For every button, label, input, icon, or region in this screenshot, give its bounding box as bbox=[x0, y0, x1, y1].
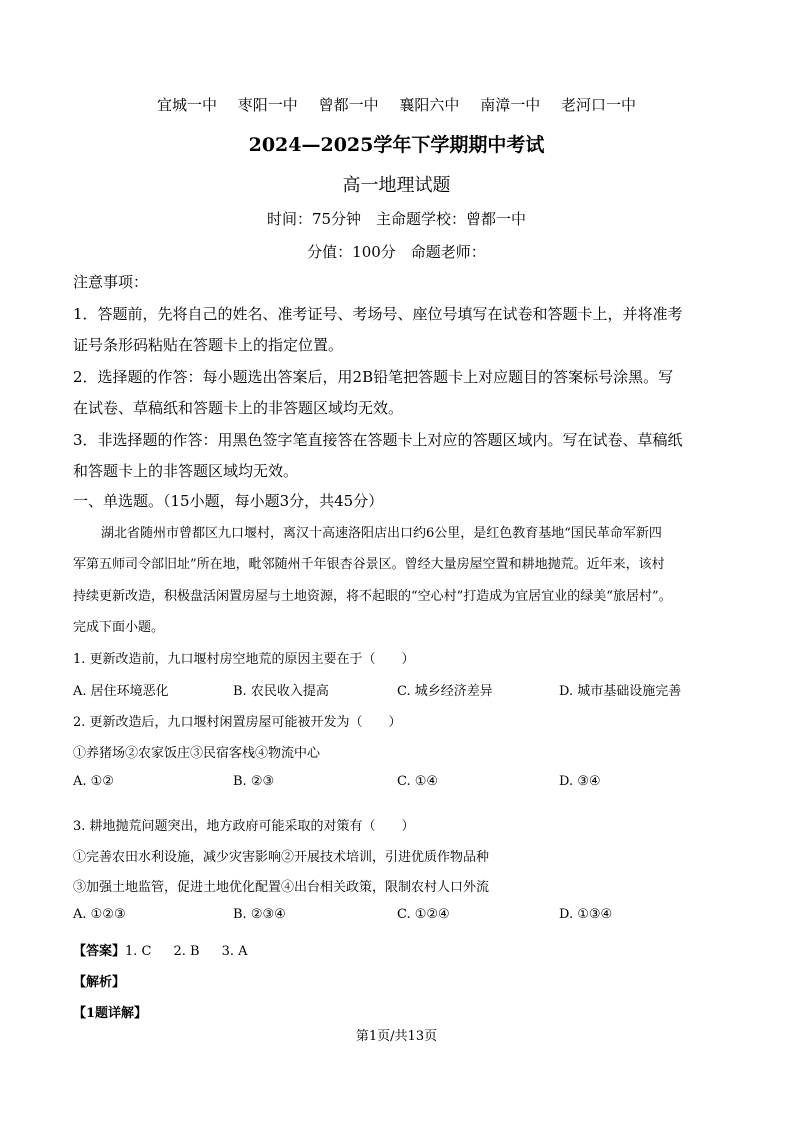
school-list bbox=[0, 94, 793, 115]
answer-line bbox=[73, 940, 248, 959]
option-d: D. 城市基础设施完善 bbox=[559, 684, 682, 699]
passage-line: 持续更新改造，积极盘活闲置房屋与土地资源，将不起眼的“空心村”打造成为宜居宜业的绿美“旅居村”。 bbox=[73, 589, 672, 604]
option-a: A. ①②③ bbox=[73, 907, 126, 922]
subject-title: 高一地理试题 bbox=[342, 175, 451, 196]
passage-line: 完成下面小题。 bbox=[73, 620, 165, 635]
time-line: 时间：75分钟 主命题学校：曾都一中 bbox=[266, 210, 527, 228]
question-statement: ①养猪场②农家饭庄③民宿客栈④物流中心 bbox=[73, 746, 321, 761]
answer-item: 3. A bbox=[221, 944, 248, 959]
notice-line: 2．选择题的作答：每小题选出答案后，用2B铅笔把答题卡上对应题目的答案标号涂黑。写 bbox=[73, 368, 674, 386]
notice-line: 3．非选择题的作答：用黑色签字笔直接答在答题卡上对应的答题区域内。写在试卷、草稿纸 bbox=[73, 431, 683, 449]
school-name: 宜城一中 bbox=[157, 96, 218, 114]
school-name: 曾都一中 bbox=[318, 96, 379, 114]
notice-line: 1．答题前，先将自己的姓名、准考证号、考场号、座位号填写在试卷和答题卡上，并将准考 bbox=[73, 305, 683, 323]
analysis-label: 【解析】 bbox=[73, 975, 126, 990]
question-stem: 3. 耕地抛荒问题突出，地方政府可能采取的对策有（ ） bbox=[73, 819, 415, 834]
passage-line: 军第五师司令部旧址”所在地，毗邻随州千年银杏谷景区。曾经大量房屋空置和耕地抛荒。近年来，该村 bbox=[73, 557, 665, 572]
option-b: B. ②③④ bbox=[233, 907, 286, 922]
school-name: 襄阳六中 bbox=[399, 96, 460, 114]
notice-heading: 注意事项： bbox=[73, 273, 149, 291]
notice-line: 和答题卡上的非答题区域均无效。 bbox=[73, 462, 299, 480]
score-line: 分值：100分 命题老师： bbox=[307, 243, 486, 261]
question-statement: ①完善农田水利设施，减少灾害影响②开展技术培训，引进优质作物品种 bbox=[73, 850, 490, 865]
option-c: C. 城乡经济差异 bbox=[397, 684, 493, 699]
option-a: A. ①② bbox=[73, 774, 114, 789]
detail-label: 【1题详解】 bbox=[73, 1006, 148, 1021]
question-stem: 1. 更新改造前，九口堰村房空地荒的原因主要在于（ ） bbox=[73, 652, 415, 667]
passage-line: 湖北省随州市曾都区九口堰村，离汉十高速洛阳店出口约6公里，是红色教育基地“国民革命军新四 bbox=[101, 526, 662, 541]
answer-label: 【答案】 bbox=[73, 944, 126, 959]
school-name: 南漳一中 bbox=[480, 96, 541, 114]
answer-item: 2. B bbox=[173, 944, 200, 959]
section-title: 一、单选题。（15小题，每小题3分，共45分） bbox=[73, 492, 384, 510]
option-c: C. ①②④ bbox=[397, 907, 450, 922]
notice-line: 证号条形码粘贴在答题卡上的指定位置。 bbox=[73, 336, 344, 354]
notice-line: 在试卷、草稿纸和答题卡上的非答题区域均无效。 bbox=[73, 399, 404, 417]
school-name: 枣阳一中 bbox=[237, 96, 298, 114]
option-d: D. ③④ bbox=[559, 774, 601, 789]
option-d: D. ①③④ bbox=[559, 907, 613, 922]
option-c: C. ①④ bbox=[397, 774, 439, 789]
question-stem: 2. 更新改造后，九口堰村闲置房屋可能被开发为（ ） bbox=[73, 715, 402, 730]
option-a: A. 居住环境恶化 bbox=[73, 684, 169, 699]
option-b: B. ②③ bbox=[233, 774, 275, 789]
option-b: B. 农民收入提高 bbox=[233, 684, 329, 699]
school-name: 老河口一中 bbox=[560, 96, 636, 114]
question-statement: ③加强土地监管，促进土地优化配置④出台相关政策，限制农村人口外流 bbox=[73, 880, 490, 895]
answer-item: 1. C bbox=[125, 944, 152, 959]
page-footer: 第1页/共13页 bbox=[355, 1029, 438, 1044]
exam-title: 2024—2025学年下学期期中考试 bbox=[248, 134, 545, 156]
